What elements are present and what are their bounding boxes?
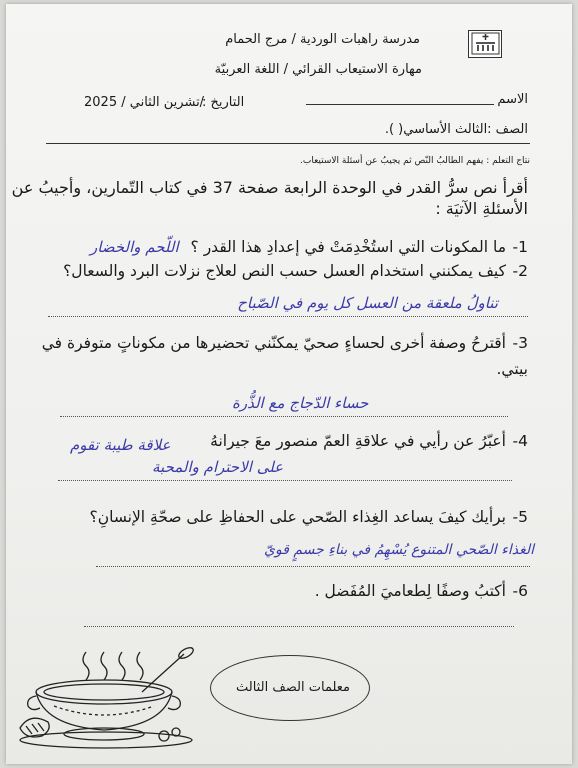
question-6-number: 6- bbox=[512, 582, 528, 600]
question-5-number: 5- bbox=[512, 508, 528, 526]
header-divider bbox=[46, 143, 530, 144]
learning-outcome: نتاج التعلم : يفهم الطالبُ النّص ثم يجيبُ عن أسئلة الاستيعاب. bbox=[300, 156, 530, 166]
date-label: التاريخ : bbox=[202, 95, 245, 110]
question-2-number: 2- bbox=[512, 262, 528, 280]
instruction-line-1: أقرأ نص سرُّ القدر في الوحدة الرابعة صفحة 37 في كتاب التّمارين، وأجيبُ عن bbox=[11, 178, 528, 197]
class-label: الصف :الثالث الأساسي( ). bbox=[384, 122, 528, 137]
answer-5-line bbox=[96, 566, 530, 567]
question-1-number: 1- bbox=[512, 238, 528, 256]
question-4-text: أعبّرُ عن رأيي في علاقةِ العمّ منصور معَ جيرانهُ bbox=[210, 432, 506, 450]
question-3-text: أقترحُ وصفة أخرى لحساءٍ صحيّ يمكنّني تحضيرها من مكوناتٍ متوفرة في bbox=[41, 334, 506, 352]
question-6-text: أكتبُ وصفًا لِطعاميَ المُفَضل . bbox=[314, 582, 506, 600]
question-3-number: 3- bbox=[512, 334, 528, 352]
answer-3-line bbox=[60, 416, 508, 417]
name-field-line[interactable] bbox=[306, 104, 494, 105]
answer-5[interactable]: الغذاء الصّحي المتنوع يُسْهِمُ في بناءِ جسمٍ قويّ bbox=[264, 542, 534, 558]
question-2-text: كيف يمكنني استخدام العسل حسب النص لعلاج نزلات البرد والسعال؟ bbox=[63, 262, 506, 280]
answer-3[interactable]: حساء الدّجاج مع الذُّرة bbox=[232, 394, 369, 412]
school-logo bbox=[468, 30, 502, 58]
answer-2[interactable]: تناولُ ملعقة من العسل كل يوم في الصّباح bbox=[237, 294, 498, 312]
soup-bowl-illustration bbox=[14, 640, 200, 750]
answer-4-line-2[interactable]: على الاحترام والمحبة bbox=[152, 458, 284, 476]
question-5-text: برأيك كيفَ يساعد الغِذاء الصّحي على الحفاظِ على صحّةِ الإنسانِ؟ bbox=[89, 508, 506, 526]
name-label: الاسم bbox=[497, 92, 528, 107]
answer-6-line[interactable] bbox=[84, 626, 514, 627]
answer-4-line bbox=[58, 480, 512, 481]
teachers-signature: معلمات الصف الثالث bbox=[236, 680, 351, 695]
question-4-number: 4- bbox=[512, 432, 528, 450]
skill-title: مهارة الاستيعاب القرائي / اللغة العربيّة bbox=[214, 62, 422, 77]
answer-2-line bbox=[48, 316, 528, 317]
date-value: /تشرين الثاني / 2025 bbox=[84, 95, 205, 110]
answer-4[interactable]: علاقة طيبة تقوم bbox=[70, 436, 171, 454]
question-3-text-2: بيتي. bbox=[496, 360, 528, 378]
answer-1[interactable]: اللّحم والخضار bbox=[90, 238, 179, 256]
instruction-line-2: الأسئلةِ الآتيَة : bbox=[435, 199, 528, 218]
school-name: مدرسة راهبات الوردية / مرج الحمام bbox=[225, 32, 420, 47]
question-1-text: ما المكونات التي استُخْدِمَتْ في إعدادِ هذا القدر ؟ bbox=[190, 238, 506, 256]
